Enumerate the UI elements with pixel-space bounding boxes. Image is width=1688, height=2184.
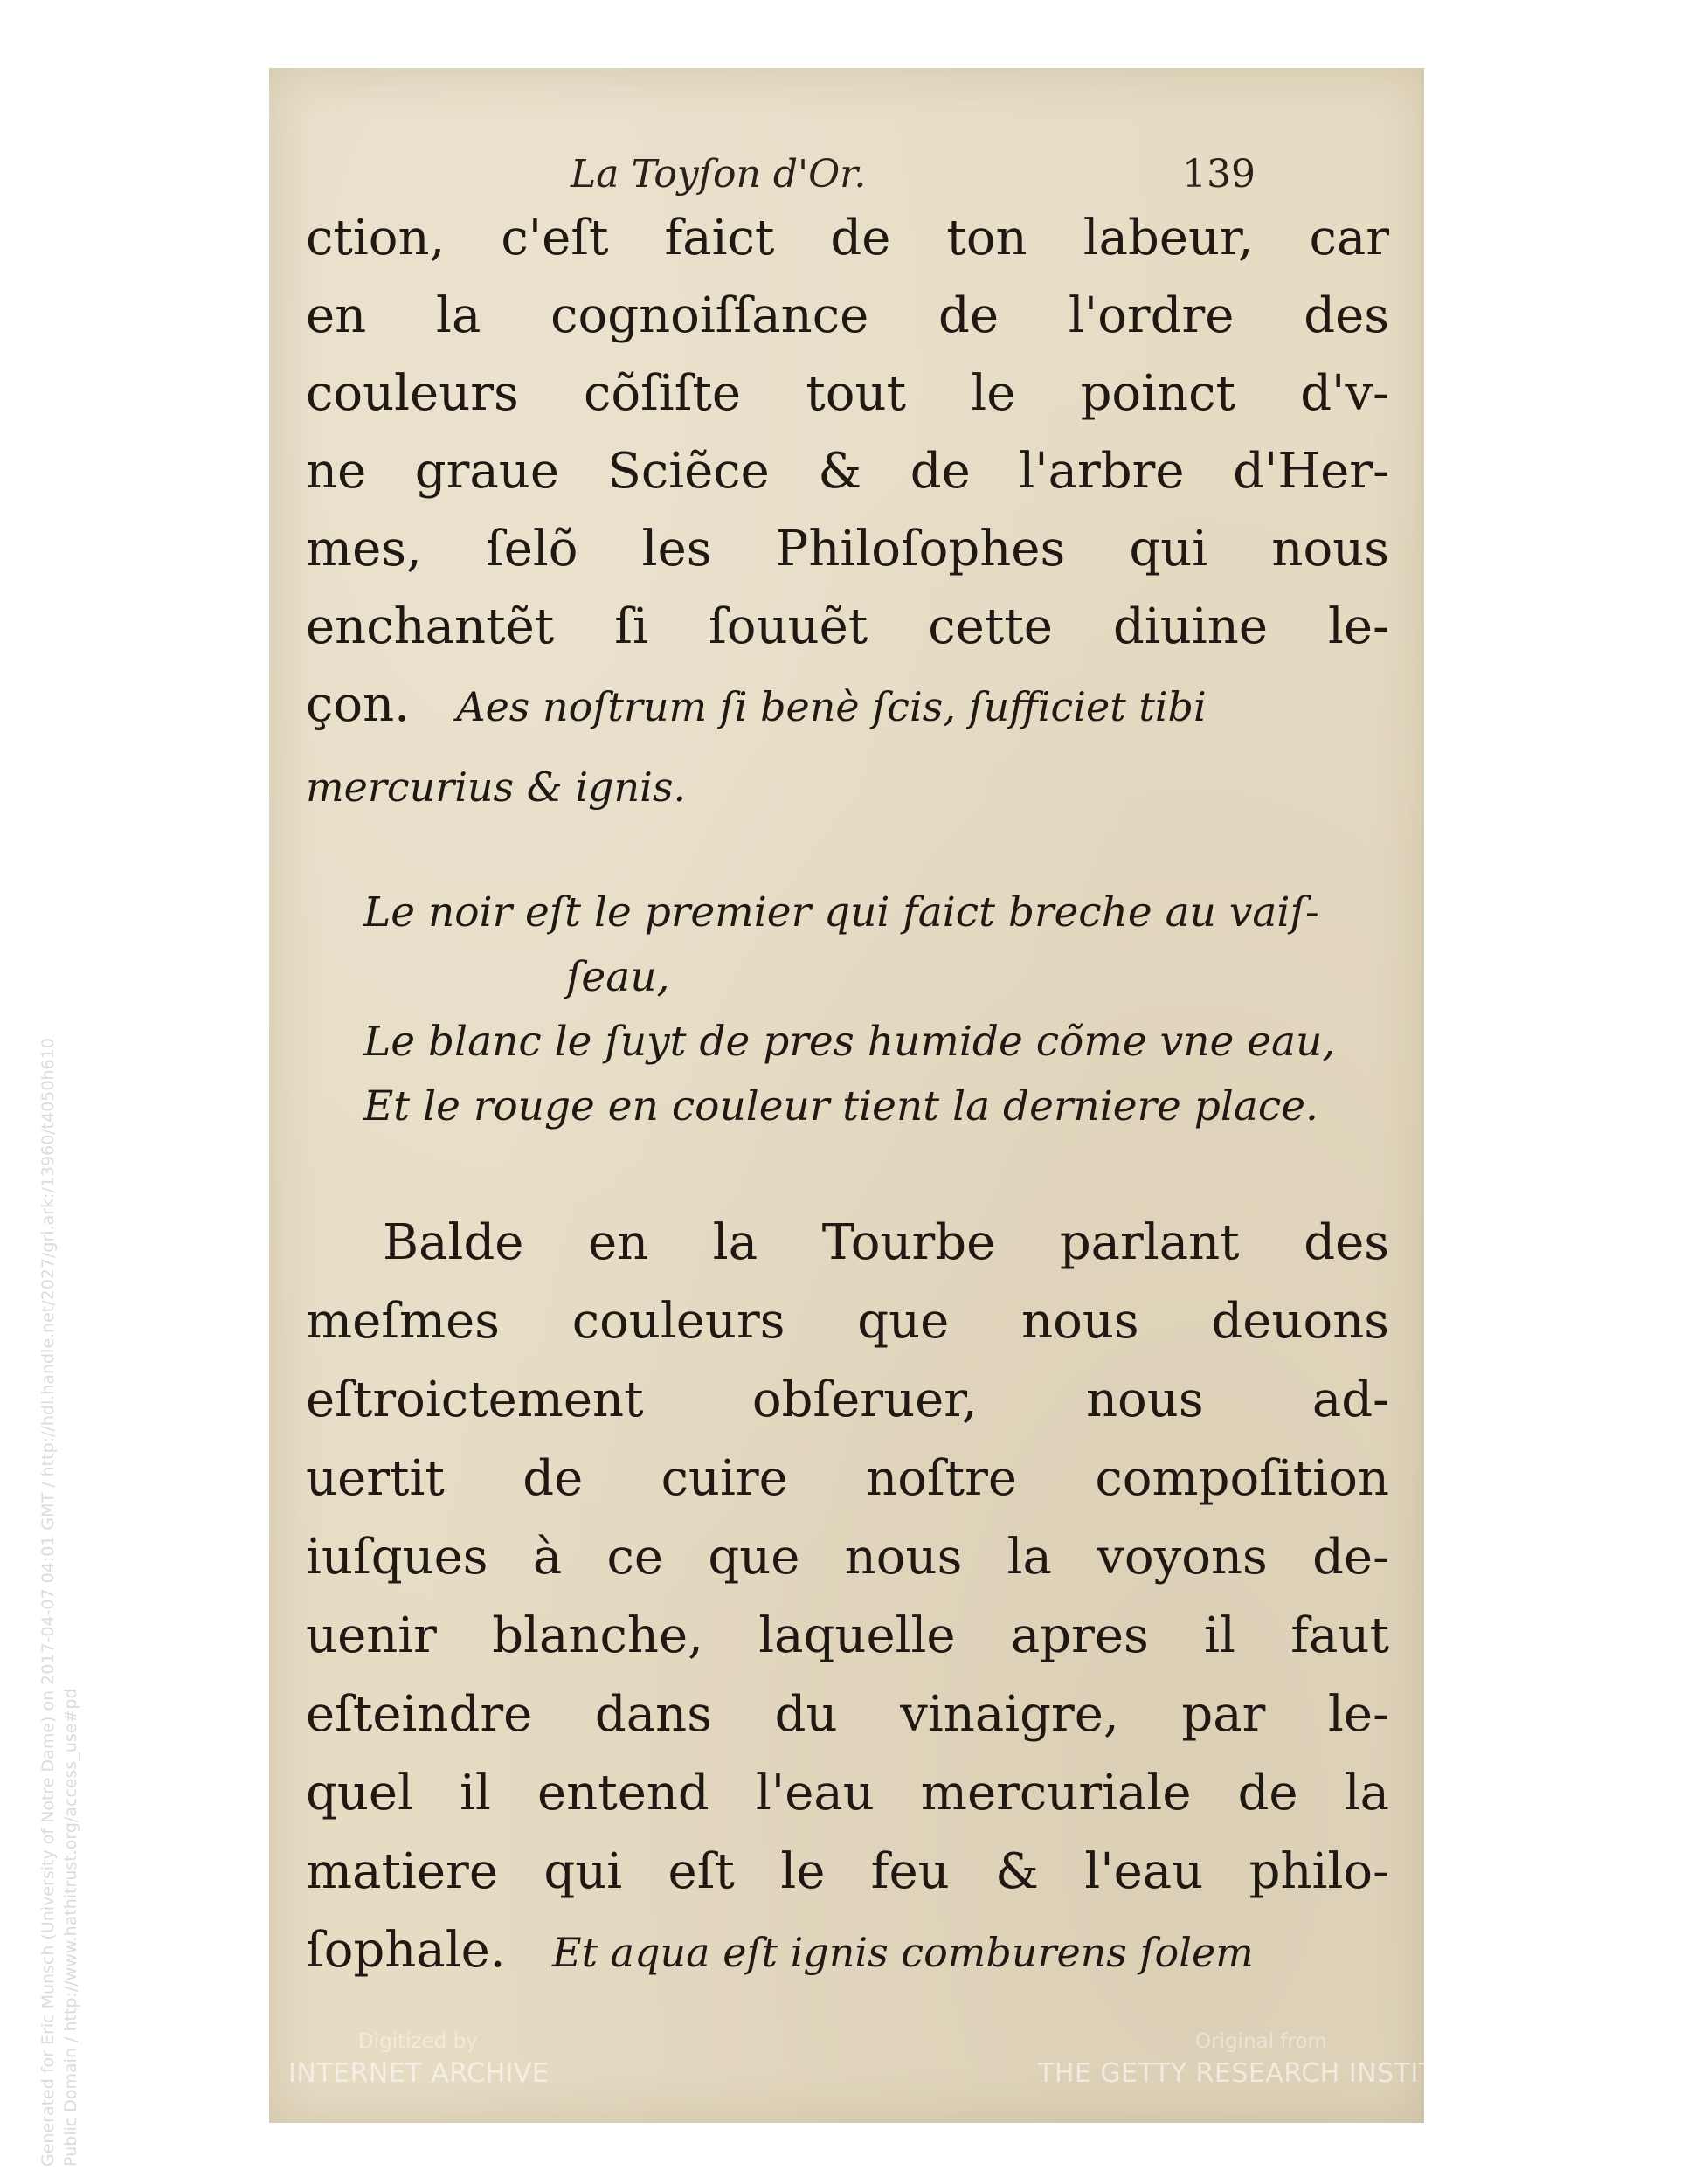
text-run: ſophale. [306,1922,506,1979]
original-from-credit [1038,2030,1488,2089]
page-number: 139 [1182,152,1256,197]
text-line [306,746,1389,826]
credit-source: THE GETTY RESEARCH INSTITUTE [1038,2058,1489,2089]
text-line: matiere qui eſt le feu & l'eau philo- [306,1843,1389,1900]
text-line [306,1911,1389,1992]
verse [363,881,1389,1139]
side-watermark-line: Public Domain / http://www.hathitrust.org/access_use#pd [61,1688,80,2167]
book-page [269,68,1424,2123]
verse-line: Le noir eſt le premier qui faict breche au vaiſ- [363,888,1319,936]
text-line: couleurs cõſiſte tout le poinct d'v- [306,365,1389,422]
text-line: uertit de cuire noſtre compoſition [306,1450,1389,1507]
credit-caption: Original from [1195,2030,1327,2053]
text-line: ne graue Sciẽce & de l'arbre d'Her- [306,443,1389,500]
text-line: meſmes couleurs que nous deuons [306,1293,1389,1350]
verse-line: Et le rouge en couleur tient la derniere place. [363,1082,1318,1130]
latin-quote: Aes noſtrum ſi benè ſcis, ſufficiet tibi [456,683,1207,730]
text-line: mes, ſelõ les Philoſophes qui nous [306,521,1389,577]
side-watermark [37,769,82,2167]
digitized-by-credit [288,2030,549,2089]
latin-quote: Et aqua eſt ignis comburens ſolem [552,1929,1254,1976]
latin-quote: mercurius & ignis. [306,764,687,811]
text-line [306,666,1389,746]
text-line: quel il entend l'eau mercuriale de la [306,1765,1389,1821]
text-line: iuſques à ce que nous la voyons de- [306,1529,1389,1586]
text-line: Balde en la Tourbe parlant des [383,1214,1389,1271]
credit-caption: Digitized by [358,2030,478,2053]
text-line: eſtroictement obſeruer, nous ad- [306,1372,1389,1428]
text-line: en la cognoiſſance de l'ordre des [306,287,1389,344]
verse-line: Le blanc le ſuyt de pres humide cõme vne eau, [363,1018,1336,1066]
text-line: ction, c'eſt faict de ton labeur, car [306,210,1389,266]
verse-line: ſeau, [566,953,670,1001]
credit-source: INTERNET ARCHIVE [288,2058,550,2089]
side-watermark-line: Generated for Eric Munsch (University of Notre Dame) on 2017-04-07 04:01 GMT / http://hdl.handle.net/2027/gri.ark:/13960/t4050h610 [38,1038,58,2167]
text-line: enchantẽt ſi ſouuẽt cette diuine le- [306,598,1389,655]
text-line: uenir blanche, laquelle apres il faut [306,1607,1389,1664]
text-run: çon. [306,676,410,733]
text-line: eſteindre dans du vinaigre, par le- [306,1686,1389,1743]
paragraph-2 [306,1204,1389,1992]
running-head-title: La Toyſon d'Or. [571,152,867,197]
paragraph-1 [306,199,1389,826]
